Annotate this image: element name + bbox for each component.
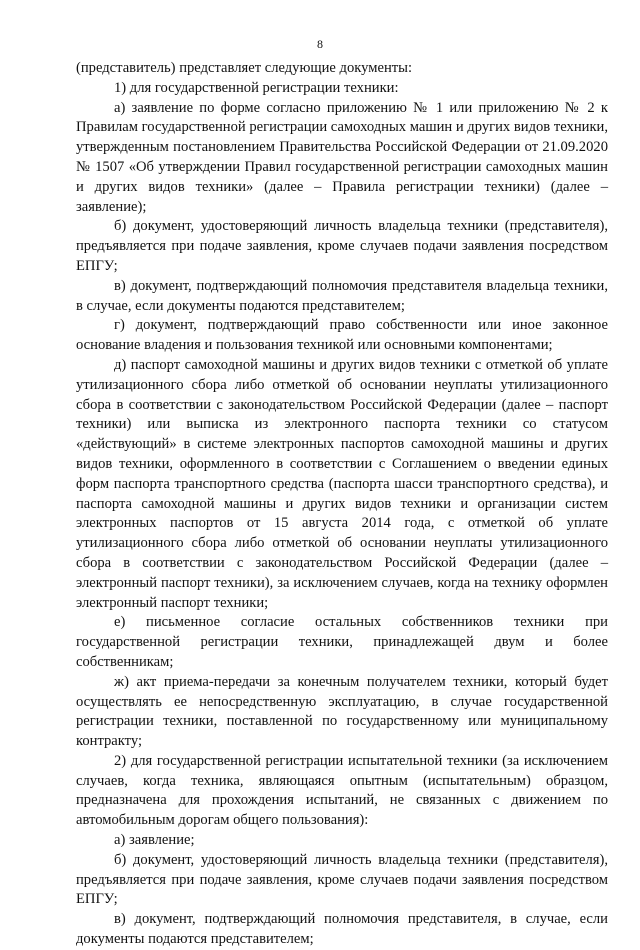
page-number: 8 <box>317 37 323 51</box>
paragraph-2v: в) документ, подтверждающий полномочия представителя, в случае, если документы подаются представителем; <box>76 911 608 948</box>
paragraph-1a: а) заявление по форме согласно приложению № 1 или приложению № 2 к Правилам государственной регистрации самоходных машин и других видов техники, утвержденным постановлением Правительства Российской Федерации от 21.09.2020 № 1507 «Об утверждении Правил государственной регистрации самоходных машин и других видов техники» (далее – Правила регистрации техники) (далее – заявление); <box>76 99 608 215</box>
paragraph-1v: в) документ, подтверждающий полномочия представителя владельца техники, в случае, если документы подаются представителем; <box>76 277 608 314</box>
paragraph-intro: (представитель) представляет следующие документы: <box>76 60 413 76</box>
document-body <box>76 59 608 950</box>
paragraph-1e: е) письменное согласие остальных собственников техники при государственной регистрации техники, принадлежащей двум и более собственникам; <box>76 614 608 670</box>
paragraph-1g: г) документ, подтверждающий право собственности или иное законное основание владения и пользования техникой или основными компонентами; <box>76 317 608 354</box>
paragraph-section-1-heading: 1) для государственной регистрации техники: <box>114 79 399 96</box>
paragraph-section-2-heading: 2) для государственной регистрации испытательной техники (за исключением случаев, когда техника, являющаяся опытным (испытательным) образцом, предназначена для прохождения испытаний, не связанных с движением по автомобильным дорогам общего пользования): <box>76 752 608 829</box>
paragraph-1zh: ж) акт приема-передачи за конечным получателем техники, который будет осуществлять ее непосредственную эксплуатацию, в случае государственной регистрации техники, поставленной по государственному или муниципальному контракту; <box>76 673 608 750</box>
paragraph-2a: а) заявление; <box>114 832 195 849</box>
paragraph-1d: д) паспорт самоходной машины и других видов техники с отметкой об уплате утилизационного сбора либо отметкой об основании неуплаты утилизационного сбора в соответствии с законодательством Российской Федерации (далее – паспорт техники) или выписка из электронного паспорта техники со статусом «действующий» в системе электронных паспортов самоходной машины и других видов техники, оформленного в соответствии с Соглашением о введении единых форм паспорта транспортного средства (паспорта шасси транспортного средства), и паспорта самоходной машины и других видов техники и организации систем электронных паспортов от 15 августа 2014 года, с отметкой об уплате утилизационного сбора либо отметкой об основании неуплаты утилизационного сбора в соответствии с законодательством Российской Федерации (далее – электронный паспорт техники), за исключением случаев, когда на технику оформлен электронный паспорт техники; <box>76 356 608 611</box>
paragraph-1b: б) документ, удостоверяющий личность владельца техники (представителя), предъявляется при подаче заявления, кроме случаев подачи заявления посредством ЕПГУ; <box>76 218 608 274</box>
paragraph-2b: б) документ, удостоверяющий личность владельца техники (представителя), предъявляется при подаче заявления, кроме случаев подачи заявления посредством ЕПГУ; <box>76 851 608 908</box>
